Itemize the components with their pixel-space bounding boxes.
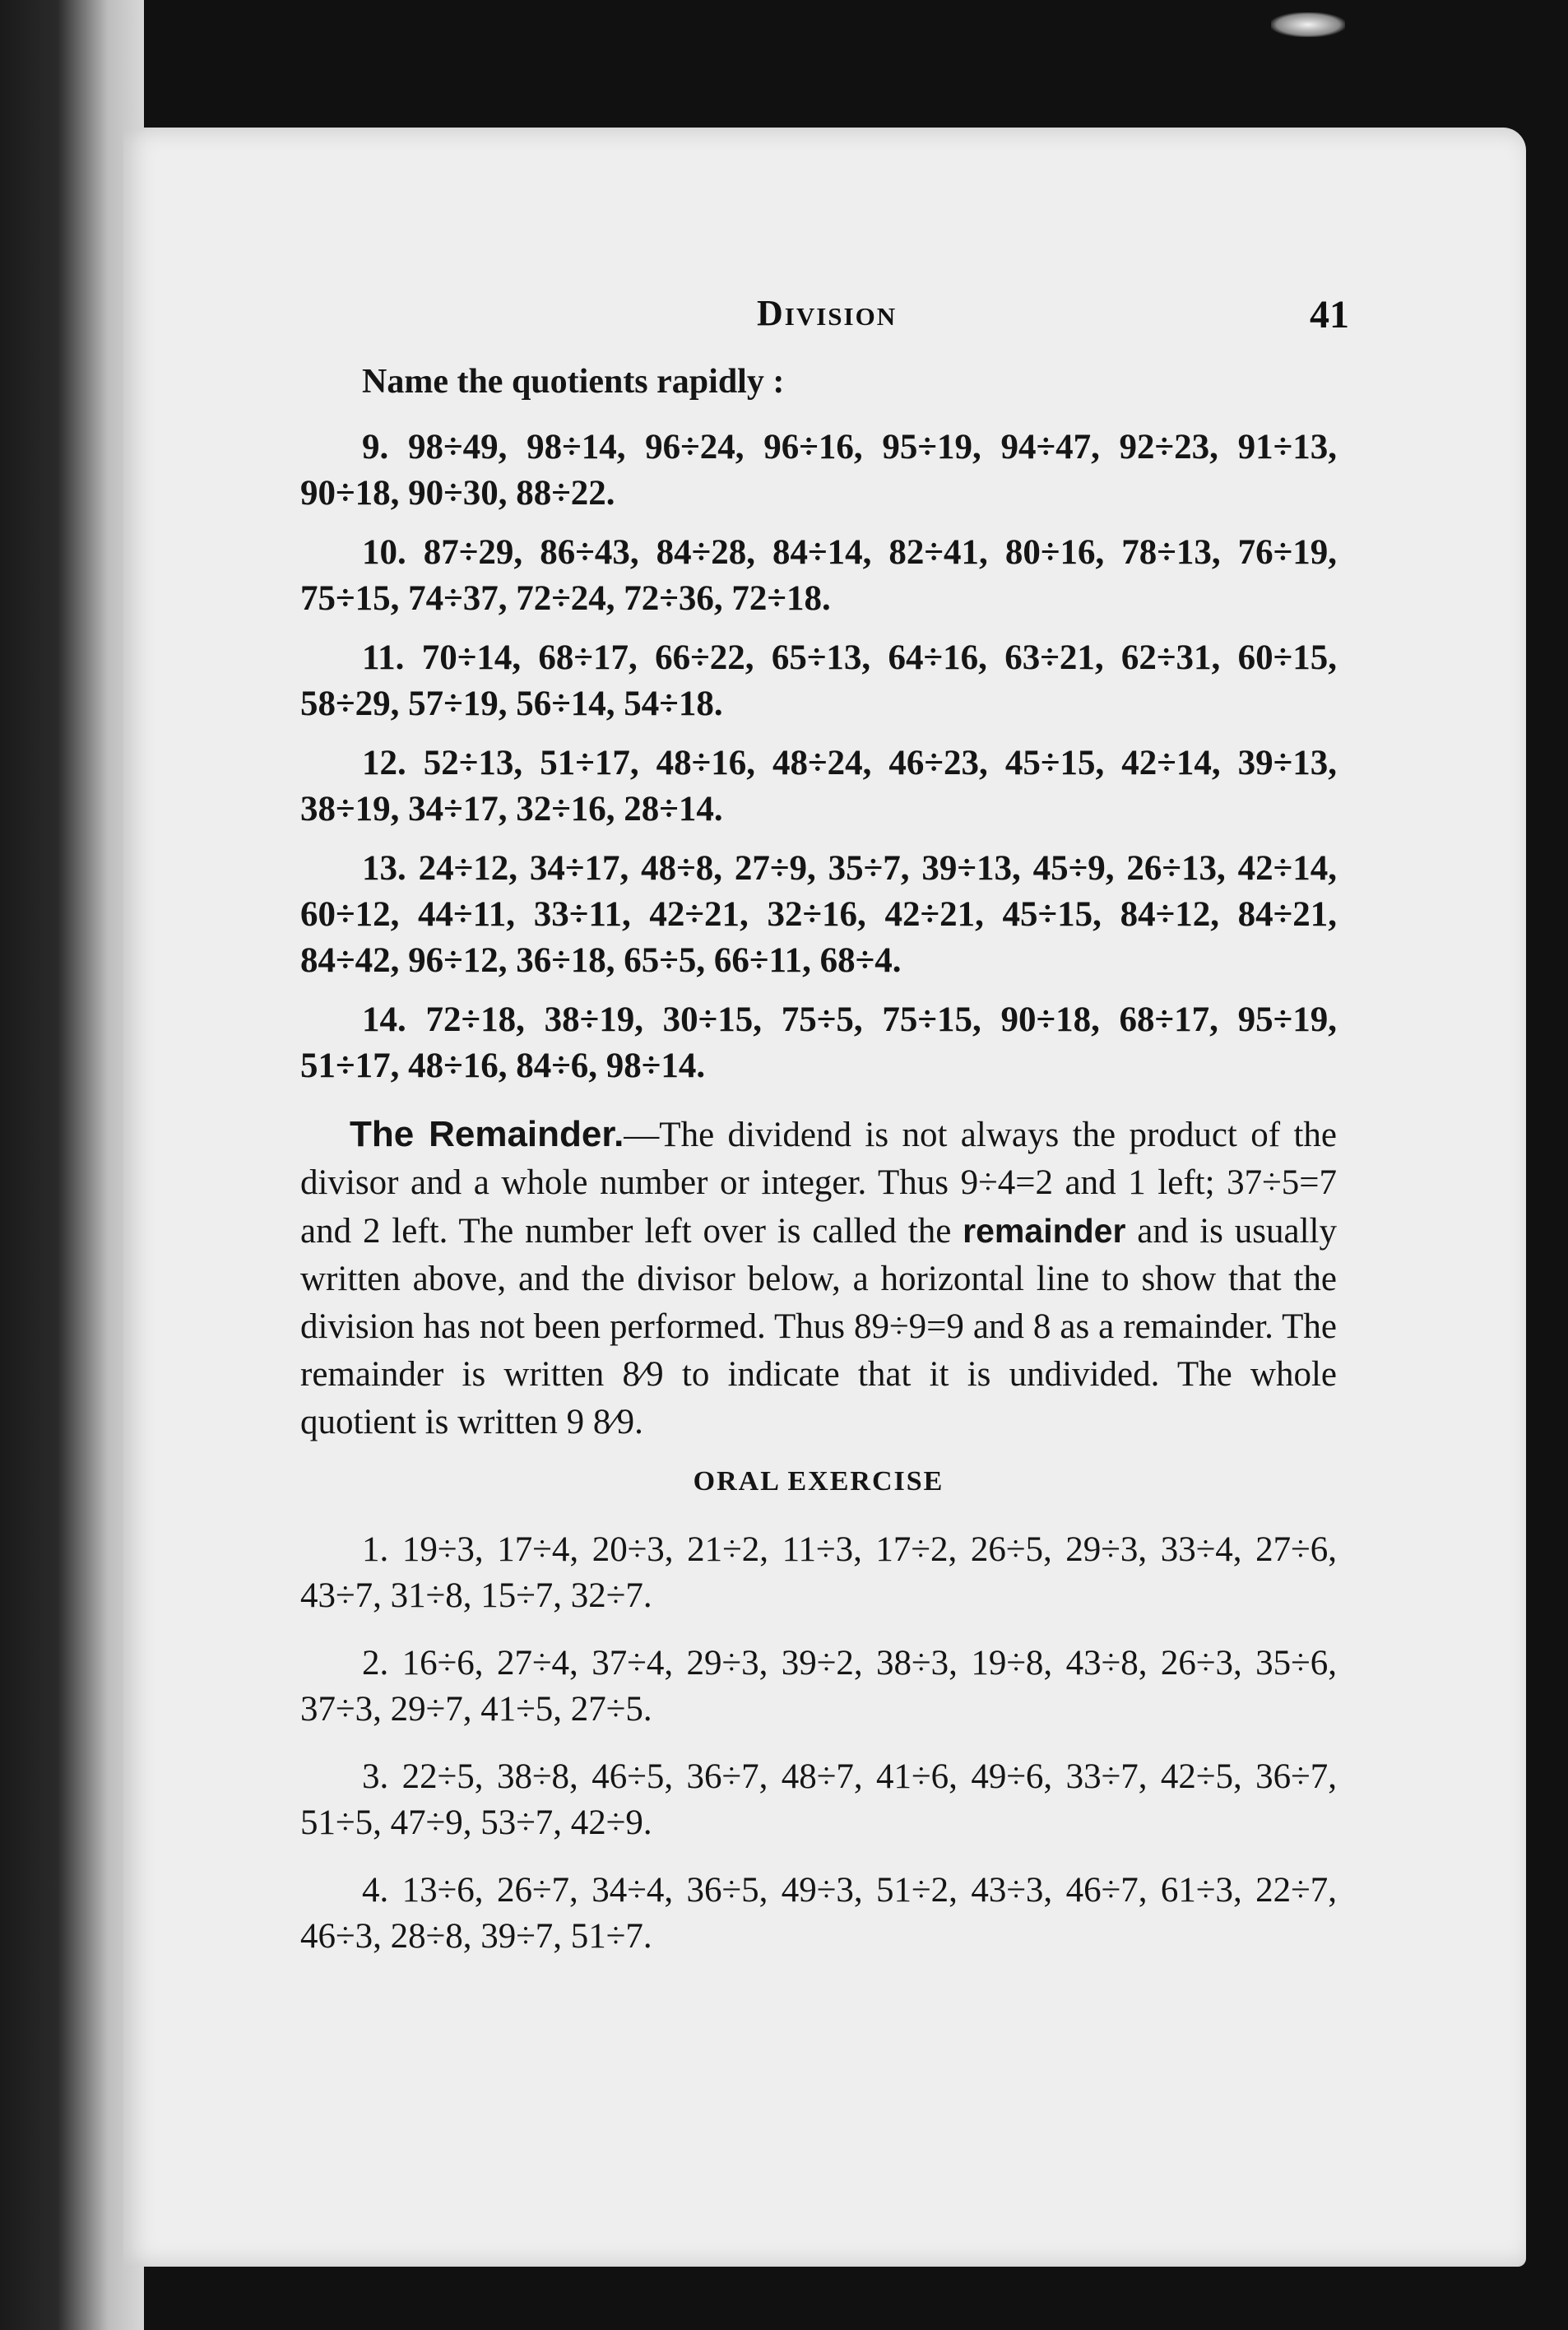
exercise-12: 12. 52÷13, 51÷17, 48÷16, 48÷24, 46÷23, 45÷15, 42÷14, 39÷13, 38÷19, 34÷17, 32÷16, 28÷14.: [300, 744, 1337, 828]
remainder-term: remainder: [963, 1212, 1126, 1250]
fraction-eight-ninths: 8⁄9: [622, 1355, 664, 1394]
remainder-paragraph: [300, 1111, 1337, 1446]
exercise-11: 11. 70÷14, 68÷17, 66÷22, 65÷13, 64÷16, 63÷21, 62÷31, 60÷15, 58÷29, 57÷19, 56÷14, 54÷18.: [300, 638, 1337, 723]
exercise-instruction: Name the quotients rapidly :: [362, 363, 785, 401]
remainder-text-1: —The dividend is not always the product of the divisor and a whole number or integer. Thus 9÷4=2 and 1 left; 37÷5=7 and 2 left. The number left over is called the: [300, 1116, 1337, 1251]
page-header: [757, 292, 1349, 341]
oral-exercise-3: 3. 22÷5, 38÷8, 46÷5, 36÷7, 48÷7, 41÷6, 49÷6, 33÷7, 42÷5, 36÷7, 51÷5, 47÷9, 53÷7, 42÷9.: [300, 1757, 1337, 1842]
remainder-text-2: and is usually written above, and the divisor below, a horizontal line to show that the division has not been performed. Thus 89÷9=9 and 8 as a remainder. The remainder is written: [300, 1212, 1337, 1394]
remainder-text-4: .: [634, 1403, 643, 1441]
running-head: Division: [757, 293, 898, 333]
oral-exercise-2: 2. 16÷6, 27÷4, 37÷4, 29÷3, 39÷2, 38÷3, 19÷8, 43÷8, 26÷3, 35÷6, 37÷3, 29÷7, 41÷5, 27÷5.: [300, 1644, 1337, 1729]
book-spine: [0, 0, 144, 2330]
mixed-number: 9 8⁄9: [566, 1403, 635, 1441]
page-content: [300, 362, 1337, 1981]
section-title: The Remainder.: [350, 1114, 624, 1154]
exercise-9: 9. 98÷49, 98÷14, 96÷24, 96÷16, 95÷19, 94÷47, 92÷23, 91÷13, 90÷18, 90÷30, 88÷22.: [300, 428, 1337, 513]
oral-exercise-1: 1. 19÷3, 17÷4, 20÷3, 21÷2, 11÷3, 17÷2, 26÷5, 29÷3, 33÷4, 27÷6, 43÷7, 31÷8, 15÷7, 32÷7.: [300, 1530, 1337, 1615]
exercise-14: 14. 72÷18, 38÷19, 30÷15, 75÷5, 75÷15, 90÷18, 68÷17, 95÷19, 51÷17, 48÷16, 84÷6, 98÷14.: [300, 1000, 1337, 1085]
page-number: 41: [1310, 293, 1349, 337]
exercise-10: 10. 87÷29, 86÷43, 84÷28, 84÷14, 82÷41, 80÷16, 78÷13, 76÷19, 75÷15, 74÷37, 72÷24, 72÷36, 72÷18.: [300, 533, 1337, 618]
exercise-13: 13. 24÷12, 34÷17, 48÷8, 27÷9, 35÷7, 39÷13, 45÷9, 26÷13, 42÷14, 60÷12, 44÷11, 33÷11, 42÷21, 32÷16, 42÷21, 45÷15, 84÷12, 84÷21, 84÷42, 96÷12, 36÷18, 65÷5, 66÷11, 68÷4.: [300, 849, 1337, 980]
remainder-text-3: to indicate that it is undivided. The whole quotient is written: [300, 1355, 1337, 1441]
oral-exercise-4: 4. 13÷6, 26÷7, 34÷4, 36÷5, 49÷3, 51÷2, 43÷3, 46÷7, 61÷3, 22÷7, 46÷3, 28÷8, 39÷7, 51÷7.: [300, 1871, 1337, 1956]
oral-exercise-heading: ORAL EXERCISE: [693, 1466, 944, 1497]
scan-smudge: [1271, 12, 1345, 37]
